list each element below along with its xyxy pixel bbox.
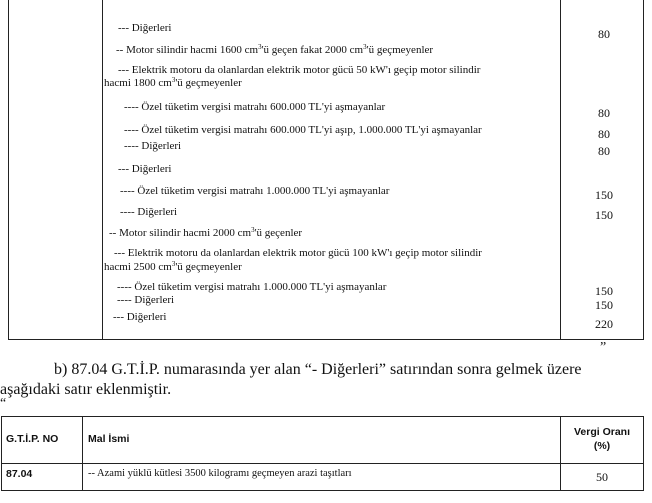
row-rate: 50 [596, 470, 608, 484]
table-border [8, 339, 644, 340]
row-description: --- Diğerleri [118, 163, 172, 175]
row-description-cont: hacmi 2500 $cm^3'ü$ geçmeyenler [104, 260, 242, 273]
row-description: ---- Özel tüketim vergisi matrahı 600.000 TL'yi aşıp, 1.000.000 TL'yi aşmayanlar [124, 124, 482, 136]
header-code: G.T.İ.P. NO [6, 433, 59, 445]
tax-rate: 80 [598, 106, 610, 120]
row-description: -- Motor silindir hacmi 1600 $cm^3'ü$ geçen fakat 2000 $cm^3'ü$ geçmeyenler [116, 43, 434, 56]
table-border [82, 416, 83, 491]
header-name: Mal İsmi [88, 433, 130, 445]
tax-rate: 80 [598, 144, 610, 158]
tax-rate: 150 [595, 188, 613, 202]
table-border [643, 416, 644, 491]
row-description: ---- Özel tüketim vergisi matrahı 1.000.000 TL'yi aşmayanlar [120, 185, 390, 197]
row-description: --- Diğerleri [118, 22, 172, 34]
paragraph-line: aşağıdaki satır eklenmiştir. [0, 381, 172, 398]
table-border [1, 416, 2, 491]
table-border [8, 0, 9, 340]
row-code: 87.04 [6, 468, 33, 480]
row-description: --- Elektrik motoru da olanlardan elektrik motor gücü 50 kW'ı geçip motor silindir [118, 64, 481, 76]
tax-rate: 150 [595, 208, 613, 222]
table-border [643, 0, 644, 340]
row-name: -- Azami yüklü kütlesi 3500 kilogramı geçmeyen arazi taşıtları [88, 468, 352, 479]
table-border [1, 490, 644, 491]
tax-rate: 150 [595, 298, 613, 312]
tax-rate: 80 [598, 127, 610, 141]
row-description: ---- Özel tüketim vergisi matrahı 600.000 TL'yi aşmayanlar [124, 101, 386, 113]
table-border [1, 463, 644, 464]
closing-quote: ” [600, 340, 607, 355]
table-border [560, 416, 561, 491]
opening-quote: “ [0, 396, 7, 411]
table-border [102, 0, 103, 340]
header-rate: Vergi Oranı [573, 426, 631, 438]
row-description: ---- Diğerleri [124, 140, 182, 152]
table-border [1, 416, 644, 417]
row-description: -- Motor silindir hacmi 2000 $cm^3'ü$ geçenler [109, 226, 303, 239]
row-description-cont: hacmi 1800 $cm^3'ü$ geçmeyenler [104, 76, 242, 89]
paragraph-line: b) 87.04 G.T.İ.P. numarasında yer alan “- Diğerleri” satırından sonra gelmek üzere [54, 361, 582, 378]
row-description: ---- Diğerleri [117, 294, 175, 306]
row-description: --- Elektrik motoru da olanlardan elektrik motor gücü 100 kW'ı geçip motor silindir [114, 247, 482, 259]
row-description: --- Diğerleri [113, 311, 167, 323]
row-description: ---- Diğerleri [120, 206, 178, 218]
tax-rate: 80 [598, 27, 610, 41]
tax-rate: 150 [595, 284, 613, 298]
tax-rate: 220 [595, 317, 613, 331]
row-description: ---- Özel tüketim vergisi matrahı 1.000.000 TL'yi aşmayanlar [117, 281, 387, 293]
header-rate-unit: (%) [593, 440, 611, 452]
table-border [560, 0, 561, 340]
